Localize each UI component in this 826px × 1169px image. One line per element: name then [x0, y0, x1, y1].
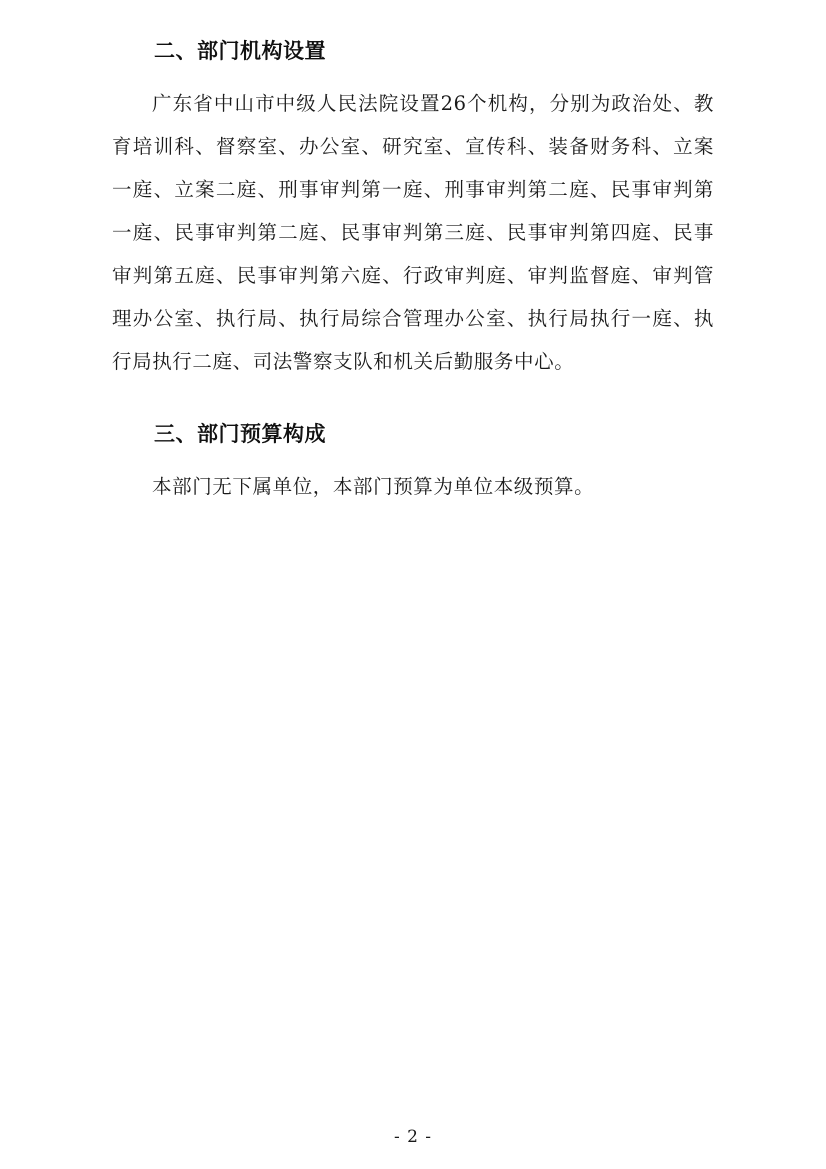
section-paragraph-organizational-structure: 广东省中山市中级人民法院设置26个机构，分别为政治处、教育培训科、督察室、办公室、研究室、宣传科、装备财务科、立案一庭、立案二庭、刑事审判第一庭、刑事审判第二庭、民事审判第一庭、民事审判第二庭、民事审判第三庭、民事审判第四庭、民事审判第五庭、民事审判第六庭、行政审判庭、审判监督庭、审判管理办公室、执行局、执行局综合管理办公室、执行局执行一庭、执行局执行二庭、司法警察支队和机关后勤服务中心。 [112, 92, 714, 373]
page-number-footer: - 2 - [393, 1127, 433, 1147]
section-heading-budget-composition: 三、部门预算构成 [154, 422, 326, 446]
paragraph-spacer [112, 383, 714, 405]
section-heading-organizational-structure: 二、部门机构设置 [154, 39, 326, 63]
section-paragraph-budget-composition: 本部门无下属单位，本部门预算为单位本级预算。 [152, 475, 595, 498]
